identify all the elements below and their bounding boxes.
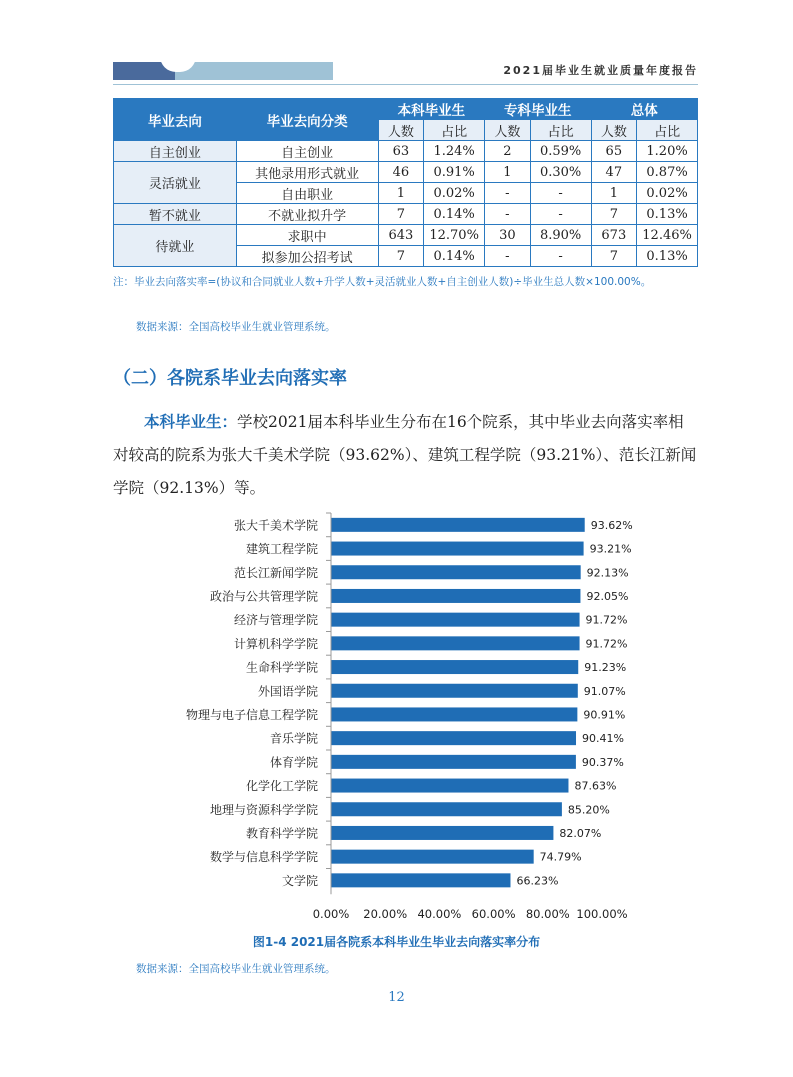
cell: 46 [378,162,424,183]
cell: 0.87% [637,162,698,183]
value-label: 82.07% [559,826,602,840]
cell: 0.91% [424,162,485,183]
bar [331,518,585,532]
cell: 0.13% [637,246,698,267]
bar [331,684,578,698]
cell: - [530,246,591,267]
cell: 1 [591,183,637,204]
cell: 63 [378,141,424,162]
header-category: 毕业去向分类 [236,99,378,141]
row-subcategory: 自由职业 [236,183,378,204]
value-label: 93.21% [589,542,632,556]
section-title: （二）各院系毕业去向落实率 [113,368,347,389]
category-label: 外国语学院 [257,684,318,699]
cell: 0.14% [424,246,485,267]
value-label: 87.63% [574,779,617,793]
value-label: 91.07% [583,684,626,698]
subheader-ratio: 占比 [530,120,591,141]
cell: 8.90% [530,225,591,246]
value-label: 91.72% [585,613,628,627]
bar [331,826,553,840]
category-label: 化学化工学院 [245,779,318,794]
table-row [114,225,698,246]
bar [331,636,580,650]
category-label: 生命科学学院 [245,660,318,675]
value-label: 90.91% [583,708,626,722]
header-overall: 总体 [591,99,697,120]
table-row [114,204,698,225]
header-rule [113,84,698,85]
cell: 1.20% [637,141,698,162]
table-row [114,162,698,183]
category-label: 教育科学学院 [245,826,318,841]
cell: 0.59% [530,141,591,162]
paragraph-lead: 本科毕业生： [144,413,238,431]
cell: 7 [591,204,637,225]
category-label: 建筑工程学院 [245,542,318,557]
x-tick-label: 100.00% [576,907,628,922]
subheader-count: 人数 [591,120,637,141]
table-row [114,141,698,162]
bar [331,613,580,627]
cell: 1.24% [424,141,485,162]
cell: - [530,183,591,204]
destination-table [113,98,698,267]
bar [331,542,584,556]
header-undergrad: 本科毕业生 [378,99,484,120]
value-label: 85.20% [567,803,610,817]
cell: - [485,246,531,267]
value-label: 90.41% [582,732,624,746]
bar [331,850,534,864]
category-label: 文学院 [281,873,318,888]
subheader-ratio: 占比 [424,120,485,141]
category-label: 数学与信息科学学院 [209,850,318,865]
cell: 30 [485,225,531,246]
bar [331,873,510,887]
category-label: 物理与电子信息工程学院 [185,707,318,722]
data-source: 数据来源：全国高校毕业生就业管理系统。 [136,321,336,333]
row-subcategory: 其他录用形式就业 [236,162,378,183]
x-tick-label: 40.00% [417,907,462,922]
bar [331,589,580,603]
value-label: 74.79% [539,850,582,864]
category-label: 计算机科学学院 [233,636,318,651]
cell: 673 [591,225,637,246]
header-junior: 专科毕业生 [485,99,591,120]
cell: 7 [378,246,424,267]
value-label: 66.23% [516,874,559,888]
value-label: 92.13% [586,566,629,580]
subheader-count: 人数 [378,120,424,141]
cell: 7 [591,246,637,267]
data-source: 数据来源：全国高校毕业生就业管理系统。 [136,963,336,975]
value-label: 90.37% [581,755,624,769]
category-label: 张大千美术学院 [233,518,318,533]
value-label: 93.62% [590,518,633,532]
header-destination: 毕业去向 [114,99,237,141]
table-header-row [114,99,698,120]
cell: 12.70% [424,225,485,246]
paragraph-text: 学校2021届本科毕业生分布在16个院系，其中毕业去向落实率相对较高的院系为张大千美术学院（93.62%）、建筑工程学院（93.21%）、范长江新闻学院（92.13%）等。 [113,413,697,497]
cell: 47 [591,162,637,183]
header-decor-light [175,62,333,80]
bar [331,802,562,816]
row-subcategory: 自主创业 [236,141,378,162]
bar [331,779,568,793]
category-label: 经济与管理学院 [233,613,318,628]
report-title: 2021届毕业生就业质量年度报告 [503,64,698,77]
value-label: 91.23% [584,661,627,675]
cell: 12.46% [637,225,698,246]
x-tick-label: 20.00% [363,907,408,922]
x-tick-label: 0.00% [312,907,350,922]
figure-caption: 图1-4 2021届各院系本科毕业生毕业去向落实率分布 [252,935,541,949]
row-category: 待就业 [114,225,237,267]
cell: 0.02% [637,183,698,204]
category-label: 政治与公共管理学院 [209,589,318,604]
cell: 0.02% [424,183,485,204]
body-paragraph [113,406,698,505]
row-subcategory: 求职中 [236,225,378,246]
row-subcategory: 不就业拟升学 [236,204,378,225]
x-tick-label: 60.00% [471,907,516,922]
subheader-count: 人数 [485,120,531,141]
college-rate-bar-chart [113,508,653,926]
cell: - [485,204,531,225]
cell: 1 [485,162,531,183]
bar [331,755,576,769]
row-subcategory: 拟参加公招考试 [236,246,378,267]
cell: 65 [591,141,637,162]
cell: 0.14% [424,204,485,225]
value-label: 91.72% [585,637,628,651]
category-label: 体育学院 [269,755,318,770]
cell: 7 [378,204,424,225]
page-number: 12 [388,990,405,1005]
bar [331,731,576,745]
cell: 643 [378,225,424,246]
subheader-ratio: 占比 [637,120,698,141]
category-label: 音乐学院 [269,731,318,746]
cell: 0.30% [530,162,591,183]
category-label: 地理与资源科学学院 [209,802,318,817]
row-category: 暂不就业 [114,204,237,225]
bar [331,660,578,674]
value-label: 92.05% [586,589,629,603]
cell: 0.13% [637,204,698,225]
category-label: 范长江新闻学院 [233,565,318,580]
cell: 2 [485,141,531,162]
row-category: 灵活就业 [114,162,237,204]
bar [331,707,577,721]
x-tick-label: 80.00% [525,907,570,922]
cell: - [530,204,591,225]
cell: 1 [378,183,424,204]
row-category: 自主创业 [114,141,237,162]
bar [331,565,581,579]
table-note: 注：毕业去向落实率=(协议和合同就业人数+升学人数+灵活就业人数+自主创业人数)÷毕业生总人数×100.00%。 [113,276,652,288]
cell: - [485,183,531,204]
